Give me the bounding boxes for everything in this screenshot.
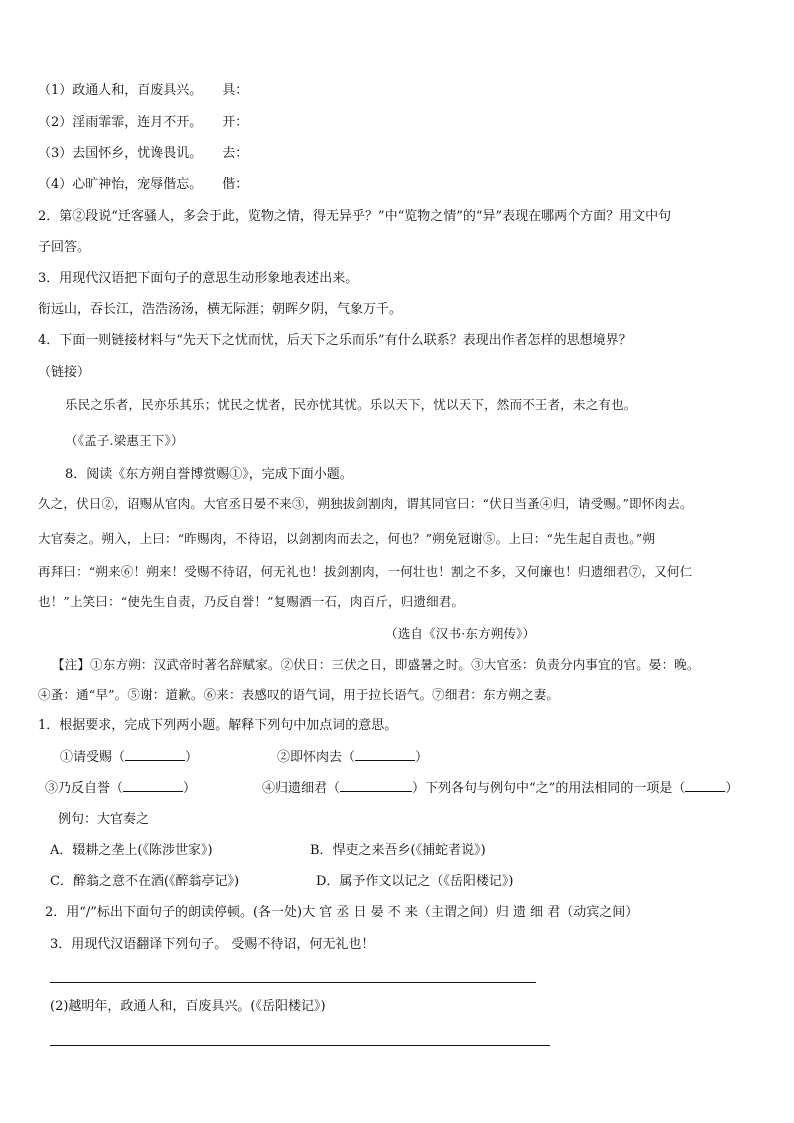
item-2-text: （2）淫雨霏霏，连月不开。 (38, 115, 203, 130)
item-2-target: 开： (222, 115, 249, 130)
blank-row-2 (277, 748, 428, 767)
sub-question-2: 2．用“/”标出下面句子的朗读停顿。(各一处)大 官 丞 日 晏 不 来（主谓之间）归 遗 细 君（动宾之间） (45, 905, 639, 920)
item-4-target: 偕： (222, 177, 249, 192)
answer-line-1[interactable] (50, 982, 536, 983)
answer-blank-1[interactable] (125, 748, 185, 761)
close-paren: ） (183, 781, 197, 796)
answer-blank-3[interactable] (123, 779, 183, 792)
close-paren: ） (415, 750, 429, 765)
blank-label-4: ④归遗细君（ (262, 781, 341, 796)
sub-question-choice: 下列各句与例句中“之”的用法相同的一项是（ (425, 781, 686, 796)
example-sentence: 例句：大官奏之 (58, 812, 150, 827)
item-1-target: 具： (222, 83, 249, 98)
link-text: 乐民之乐者，民亦乐其乐；忧民之忧者，民亦忧其忧。乐以天下，忧以天下，然而不王者，未之有也。 (65, 397, 637, 412)
item-3-target: 去： (222, 146, 249, 161)
question-4: 4．下面一则链接材料与“先天下之忧而忧，后天下之乐而乐”有什么联系？表现出作者怎样的思想境界？ (38, 333, 632, 348)
blank-row-4 (262, 779, 738, 798)
option-b: B．悍吏之来吾乡(《捕蛇者说》) (310, 843, 486, 858)
blank-label-3: ③乃反自誉（ (45, 781, 124, 796)
blank-label-1: ①请受赐（ (60, 750, 126, 765)
reading-title: 8．阅读《东方朔自誉博赏赐①》，完成下面小题。 (65, 467, 353, 482)
close-paren: ） (412, 781, 426, 796)
passage-line-3: 再拜曰：“朔来⑥！朔来！受赐不待诏，何无礼也！拔剑割肉，一何壮也！割之不多，又何廉也！归遗细君⑦，又何仁 (38, 564, 693, 579)
passage-line-2: 大官奏之。朔入，上曰：“昨赐肉，不待诏，以剑割肉而去之，何也？”朔免冠谢⑤。上曰：“先生起自责也。”朔 (38, 531, 656, 546)
option-c: C．醉翁之意不在酒(《醉翁亭记》) (50, 874, 240, 889)
option-a: A．辍耕之垄上(《陈涉世家》) (50, 843, 213, 858)
question-3-sentence: 衔远山，吞长江，浩浩汤汤，横无际涯；朝晖夕阴，气象万千。 (38, 302, 403, 317)
passage-line-1: 久之，伏日②，诏赐从官肉。大官丞日晏不来③，朔独拔剑割肉，谓其同官曰：“伏日当蚤④归，请受赐。”即怀肉去。 (38, 496, 693, 511)
notes-line-2: ④蚤：通“早”。⑤谢：道歉。⑥来：表感叹的语气词，用于拉长语气。⑦细君：东方朔之妻。 (38, 687, 560, 702)
sub-question-1-intro: 1．根据要求，完成下列两小题。解释下列句中加点词的意思。 (38, 718, 398, 733)
sub-question-3-part-2: (2)越明年，政通人和，百废具兴。(《岳阳楼记》) (50, 999, 326, 1014)
item-1-text: （1）政通人和，百废具兴。 (38, 83, 203, 98)
item-4-text: （4）心旷神怡，宠辱偕忘。 (38, 177, 203, 192)
item-4 (38, 176, 248, 194)
answer-blank-2[interactable] (355, 748, 415, 761)
sub-question-3: 3．用现代汉语翻译下列句子。 受赐不待诏，何无礼也！ (50, 937, 375, 952)
answer-line-2[interactable] (50, 1045, 550, 1046)
option-d: D．属予作文以记之（《岳阳楼记》) (316, 874, 514, 889)
link-source: （《孟子.梁惠王下》） (65, 433, 184, 448)
question-3: 3．用现代汉语把下面句子的意思生动形象地表述出来。 (38, 271, 359, 286)
answer-blank-4[interactable] (340, 779, 412, 792)
close-paren: ） (185, 750, 199, 765)
question-2-line1: 2．第②段说“迁客骚人，多会于此，览物之情，得无异乎？”中“览物之情”的“异”表现在哪两个方面？用文中句 (38, 209, 672, 224)
blank-label-2: ②即怀肉去（ (277, 750, 356, 765)
item-3 (38, 145, 248, 163)
answer-blank-choice[interactable] (685, 779, 725, 792)
passage-line-4: 也！”上笑曰：“使先生自责，乃反自誉！”复赐酒一石，肉百斤，归遗细君。 (38, 594, 465, 609)
blank-row-3 (45, 779, 196, 798)
close-paren: ） (725, 781, 739, 796)
item-3-text: （3）去国怀乡，忧谗畏讥。 (38, 146, 203, 161)
link-label: （链接） (38, 365, 91, 380)
blank-row-1 (60, 748, 198, 767)
notes-line-1: 【注】①东方朔：汉武帝时著名辞赋家。②伏日：三伏之日，即盛暑之时。③大官丞：负责分内事宜的官。晏：晚。 (52, 657, 700, 672)
passage-source: （选自《汉书·东方朔传》） (385, 626, 536, 641)
item-1 (38, 82, 248, 100)
question-2-line2: 子回答。 (38, 240, 91, 255)
item-2 (38, 114, 248, 132)
